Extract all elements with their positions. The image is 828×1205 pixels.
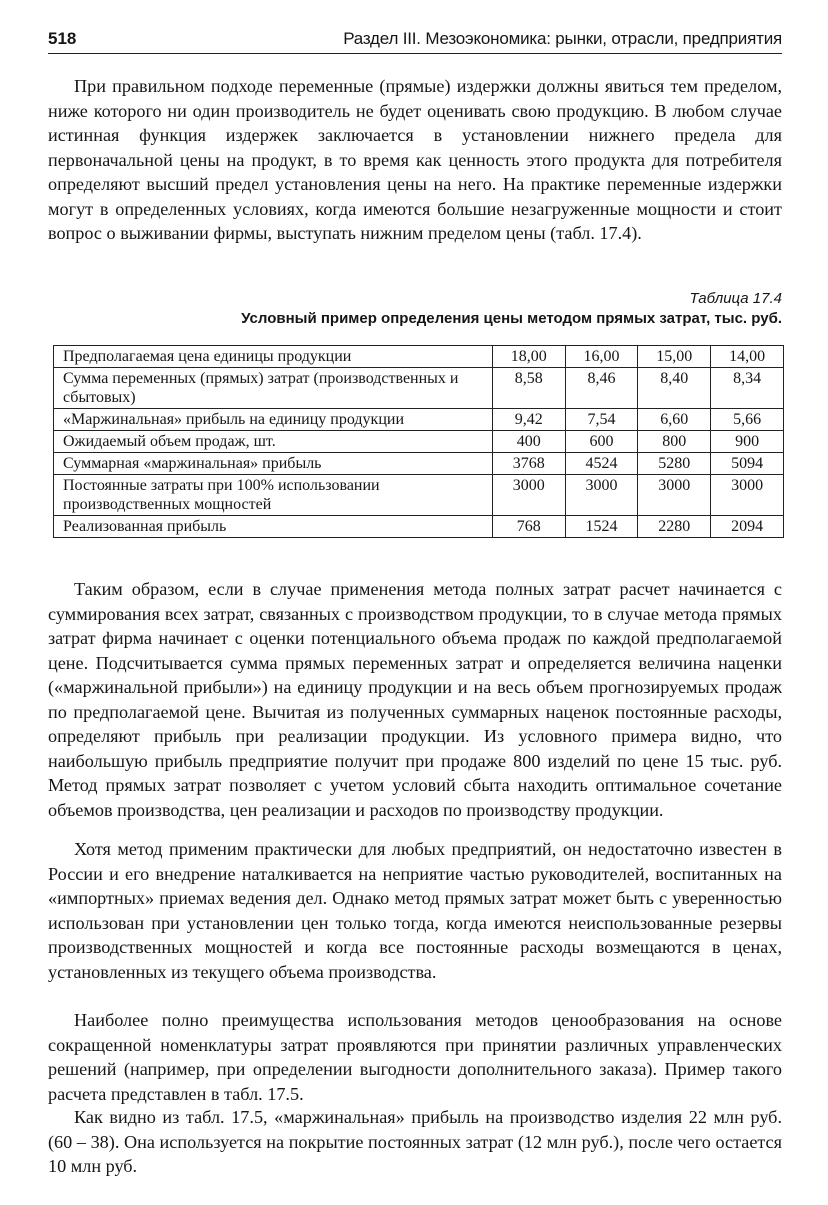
table-cell: 6,60 (638, 409, 711, 431)
row-label: «Маржинальная» прибыль на единицу продукции (54, 409, 493, 431)
table-cell: 8,58 (492, 368, 565, 409)
table-cell: 8,46 (565, 368, 638, 409)
table-cell: 4524 (565, 453, 638, 475)
row-label: Постоянные затраты при 100% использовании производственных мощностей (54, 475, 493, 516)
table-cell: 5094 (711, 453, 784, 475)
table-row (54, 431, 784, 453)
table-caption: Условный пример определения цены методом прямых затрат, тыс. руб. (241, 310, 782, 327)
paragraph: При правильном подходе переменные (прямые) издержки должны явиться тем пределом, ниже которого ни один производитель не будет оценивать свою продукцию. В любом случае истинная функция издержек заключается в установлении нижнего предела для первоначальной цены на продукт, в то время как ценность этого продукта для потребителя определяют высший предел установления цены на него. На практике переменные издержки могут в определенных условиях, когда имеются большие незагруженные мощности и стоит вопрос о выживании фирмы, выступать нижним пределом цены (табл. 17.4). (48, 76, 782, 243)
table-cell: 1524 (565, 516, 638, 538)
row-label: Ожидаемый объем продаж, шт. (54, 431, 493, 453)
row-label: Суммарная «маржинальная» прибыль (54, 453, 493, 475)
paragraph: Как видно из табл. 17.5, «маржинальная» прибыль на производство изделия 22 млн руб. (60 – 38). Она используется на покрытие постоянных затрат (12 млн руб.), после чего остается 10 млн руб. (48, 1107, 782, 1176)
page-header (48, 27, 782, 54)
paragraph: Наиболее полно преимущества использования методов ценообразования на основе сокращенной номенклатуры затрат проявляются при принятии различных управленческих решений (например, при определении выгодности дополнительного заказа). Пример такого расчета представлен в табл. 17.5. (48, 1010, 782, 1104)
table-cell: 3000 (565, 475, 638, 516)
table-cell: 5280 (638, 453, 711, 475)
table-cell: 18,00 (492, 346, 565, 368)
table-cell: 5,66 (711, 409, 784, 431)
table-cell: 7,54 (565, 409, 638, 431)
table-cell: 3000 (711, 475, 784, 516)
table-row (54, 346, 784, 368)
table-number: Таблица 17.4 (689, 290, 782, 307)
table-cell: 800 (638, 431, 711, 453)
table-cell: 9,42 (492, 409, 565, 431)
table-cell: 768 (492, 516, 565, 538)
table-row (54, 453, 784, 475)
table-cell: 14,00 (711, 346, 784, 368)
table-cell: 8,34 (711, 368, 784, 409)
paragraph: Хотя метод применим практически для любых предприятий, он недостаточно известен в России и его внедрение наталкивается на неприятие частью руководителей, воспитанных на «импортных» приемах ведения дел. Однако метод прямых затрат может быть с уверенностью использован при установлении цен только тогда, когда имеются неиспользованные резервы производственных мощностей и когда все постоянные расходы возмещаются в ценах, установленных из текущего объема производства. (48, 839, 782, 982)
table-cell: 2094 (711, 516, 784, 538)
table-cell: 16,00 (565, 346, 638, 368)
table-cell: 8,40 (638, 368, 711, 409)
running-title: Раздел III. Мезоэкономика: рынки, отрасли, предприятия (343, 29, 782, 48)
table-cell: 3000 (492, 475, 565, 516)
table-cell: 3768 (492, 453, 565, 475)
table-cell: 2280 (638, 516, 711, 538)
row-label: Сумма переменных (прямых) затрат (производственных и сбытовых) (54, 368, 493, 409)
row-label: Реализованная прибыль (54, 516, 493, 538)
table-cell: 900 (711, 431, 784, 453)
table-cell: 400 (492, 431, 565, 453)
paragraph: Таким образом, если в случае применения метода полных затрат расчет начинается с суммирования всех затрат, связанных с производством продукции, то в случае метода прямых затрат фирма начинает с оценки потенциального объема продаж по каждой предполагаемой цене. Подсчитывается сумма прямых переменных затрат и определяется величина наценки («маржинальной прибыли») на единицу продукции и на весь объем прогнозируемых продаж по предполагаемой цене. Вычитая из полученных суммарных наценок постоянные расходы, определяют прибыль при реализации продукции. Из условного примера видно, что наибольшую прибыль предприятие получит при продаже 800 изделий по цене 15 тыс. руб. Метод прямых затрат позволяет с учетом условий сбыта находить оптимальное сочетание объемов производства, цен реализации и расходов по производству продукции. (48, 579, 782, 820)
table-cell: 600 (565, 431, 638, 453)
cost-table (53, 345, 784, 538)
row-label: Предполагаемая цена единицы продукции (54, 346, 493, 368)
table-row (54, 475, 784, 516)
table-heading (241, 289, 782, 329)
table-cell: 3000 (638, 475, 711, 516)
table-cell: 15,00 (638, 346, 711, 368)
table-row (54, 409, 784, 431)
page-number: 518 (48, 29, 77, 48)
table-row (54, 368, 784, 409)
table-row (54, 516, 784, 538)
